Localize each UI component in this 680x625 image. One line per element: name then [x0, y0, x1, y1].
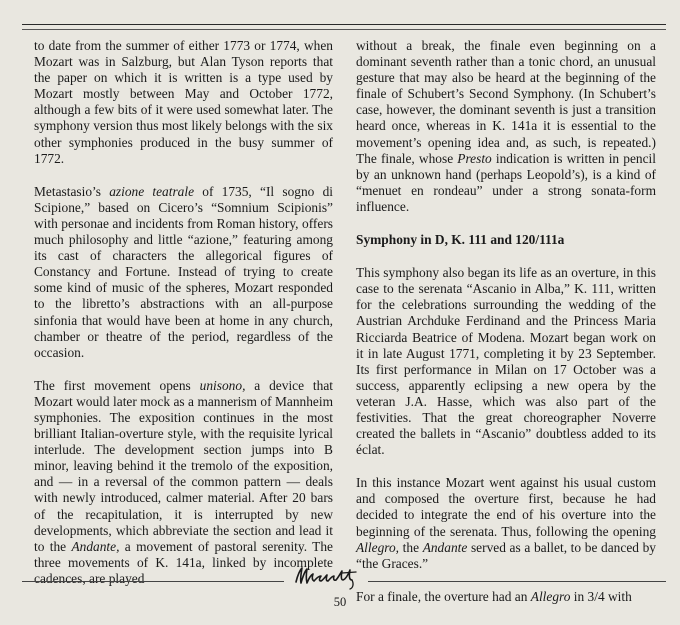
- top-rule: [22, 24, 666, 25]
- right-paragraph-3: In this instance Mozart went against his usual custom and composed the overture first, because he had decided to integrate the end of his overture into the beginning of the serenata. Thus, following the opening Allegro, the Andante served as a ballet, to be danced by “the Graces.”: [356, 475, 656, 571]
- mozart-signature: [290, 558, 370, 592]
- right-paragraph-4: For a finale, the overture had an Allegro in 3/4 with: [356, 588, 632, 604]
- right-column: [356, 38, 656, 605]
- left-paragraph-2: Metastasio’s azione teatrale of 1735, “Il sogno di Scipione,” based on Cicero’s “Somnium Scipionis” with personae and incidents from Roman history, offers much philosophy and little “azione,” featuring among its cast of characters the allegorical figures of Constancy and Fortune. Instead of trying to create some kind of music of the spheres, Mozart responded to the libretto’s abstractions with an all-purpose sinfonia that would have been at home in any church, chamber or theatre of the period, regardless of the occasion.: [34, 183, 333, 360]
- footer-rule-left: [22, 581, 284, 582]
- right-paragraph-1: without a break, the finale even beginning on a dominant seventh rather than a tonic chord, an unusual gesture that may also be heard at the beginning of the finale of Schubert’s Second Symphony. (In Schubert’s case, however, the dominant seventh is just a transition heard once, whereas in K. 141a it is essential to the movement’s opening idea and, as such, is repeated.) The finale, whose Presto indication is written in pencil by an unknown hand (perhaps Leopold’s), is a kind of “menuet en rondeau” under a strong sonata-form influence.: [356, 38, 656, 214]
- page-number: 50: [333, 595, 347, 609]
- right-paragraph-2: This symphony also began its life as an overture, in this case to the serenata “Ascanio in Alba,” K. 111, written for the celebrations surrounding the wedding of the Austrian Archduke Ferdinand and the Princess Maria Ricciarda Beatrice of Modena. Mozart began work on it in late August 1771, completing it by 23 September. Its first performance in Milan on 17 October was a success, apparently eclipsing a new opera by the veteran J.A. Hasse, which was also part of the festivities. That the great choreographer Noverre created the ballets in “Ascanio” doubtless added to its éclat.: [356, 265, 656, 458]
- left-paragraph-3: The first movement opens unisono, a device that Mozart would later mock as a mannerism of Mannheim symphonies. The exposition continues in the most brilliant Italian-overture style, with the requisite lyrical interlude. The development section jumps into B minor, leaving behind it the tremolo of the exposition, and — in a reversal of the common pattern — deals with newly introduced, calmer material. After 20 bars of the recapitulation, it is interrupted by new developments, which abbreviate the section and lead it to the Andante, a movement of pastoral serenity. The three movements of K. 141a, linked by incomplete cadences, are played: [34, 377, 334, 586]
- left-paragraph-1: to date from the summer of either 1773 or 1774, when Mozart was in Salzburg, but Alan Tyson reports that the paper on which it is written is a type used by Mozart mostly between May and October 1772, although a few bits of it were used somewhat later. The symphony version thus most likely belongs with the six other symphonies produced in the busy summer of 1772.: [34, 38, 333, 166]
- top-rule-thin: [22, 29, 666, 30]
- footer-rule-right: [368, 581, 666, 582]
- left-column: [34, 38, 333, 587]
- section-heading: Symphony in D, K. 111 and 120/111a: [356, 232, 565, 248]
